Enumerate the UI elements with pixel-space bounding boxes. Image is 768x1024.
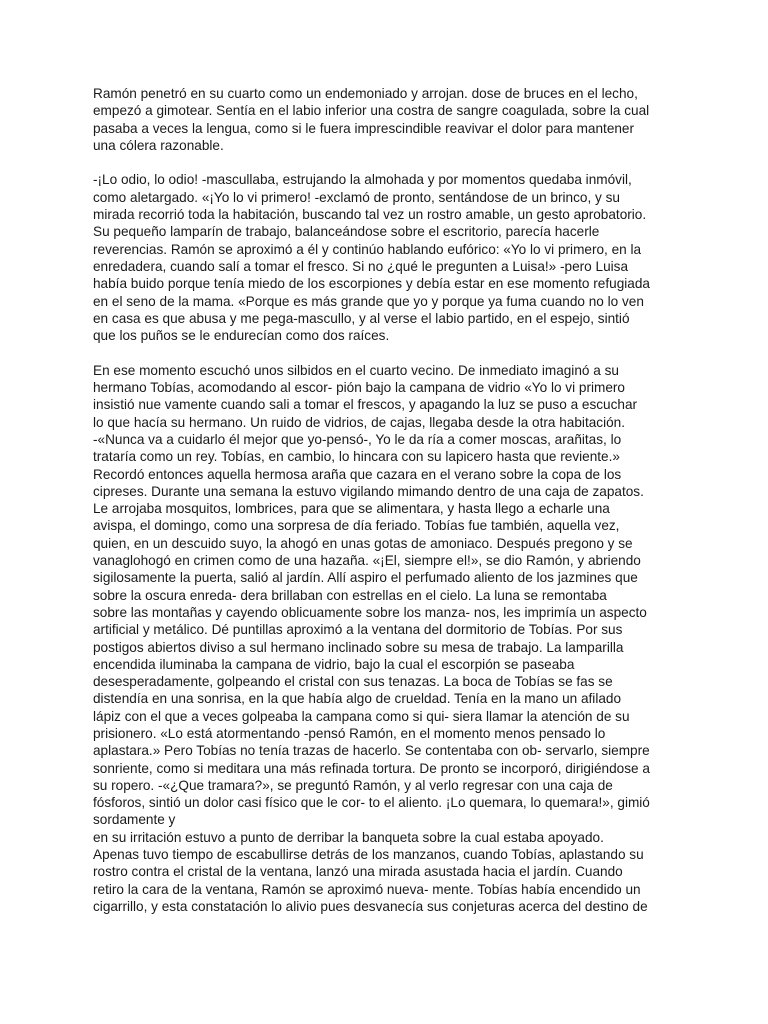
text-line: hermano Tobías, acomodando al escor- pión bajo la campana de vidrio «Yo lo vi primero xyxy=(93,380,625,396)
text-line: sobre las montañas y cayendo oblicuamente sobre los manza- nos, les imprimía un aspecto xyxy=(93,604,647,620)
text-line: rostro contra el cristal de la ventana, lanzó una mirada asustada hacia el jardín. Cuando xyxy=(93,864,623,880)
text-line: postigos abiertos diviso a sul hermano inclinado sobre su mesa de trabajo. La lamparilla xyxy=(93,639,624,655)
text-line: encendida iluminaba la campana de vidrio, bajo la cual el escorpión se paseaba xyxy=(93,656,575,672)
text-line: artificial y metálico. Dé puntillas aproximó a la ventana del dormitorio de Tobías. Por sus xyxy=(93,622,623,638)
text-line: lo que hacía su hermano. Un ruido de vidrios, de cajas, llegaba desde la otra habitación. xyxy=(93,414,626,430)
text-line: fósforos, sintió un dolor casi físico que le cor- to el aliento. ¡Lo quemara, lo quemara!», gimió xyxy=(93,795,650,811)
text-line: prisionero. «Lo está atormentando -pensó Ramón, en el momento menos pensado lo xyxy=(93,725,606,741)
text-line: quien, en un descuido suyo, la ahogó en unas gotas de amoniaco. Después pregono y se xyxy=(93,535,633,551)
text-line: sobre la oscura enreda- dera brillaban con estrellas en el cielo. La luna se remontaba xyxy=(93,587,607,603)
text-line: En ese momento escuchó unos silbidos en el cuarto vecino. De inmediato imaginó a su xyxy=(93,362,619,378)
paragraph-2 xyxy=(93,171,678,344)
text-line: lápiz con el que a veces golpeaba la campana como si qui- siera llamar la atención de su xyxy=(93,708,630,724)
text-line: una cólera razonable. xyxy=(93,137,224,153)
text-line: avispa, el domingo, como una sorpresa de día feriado. Tobías fue también, aquella vez, xyxy=(93,518,620,534)
text-line: enredadera, cuando salí a tomar el fresco. Si no ¿qué le pregunten a Luisa!» -pero Luisa xyxy=(93,258,629,274)
text-line: -«Nunca va a cuidarlo él mejor que yo-pensó-, Yo le da ría a comer moscas, arañitas, lo xyxy=(93,431,622,447)
text-line: desesperadamente, golpeando el cristal con sus tenazas. La boca de Tobías se fas se xyxy=(93,674,613,690)
text-line: en casa es que abusa y me pega-mascullo, y al verse el labio partido, en el espejo, sintió xyxy=(93,310,630,326)
text-line: vanaglohogó en crimen como de una hazaña. «¡El, siempre el!», se dio Ramón, y abriendo xyxy=(93,553,641,569)
text-line: que los puños se le endurecían como dos raíces. xyxy=(93,328,390,344)
text-line: aplastara.» Pero Tobías no tenía trazas de hacerlo. Se contentaba con ob- servarlo, siempre xyxy=(93,743,650,759)
text-line: sonriente, como si meditara una más refinada tortura. De pronto se incorporó, dirigiéndose a xyxy=(93,760,650,776)
text-line: su ropero. -«¿Que tramara?», se preguntó Ramón, y al verlo regresar con una caja de xyxy=(93,777,613,793)
text-line: trataría como un rey. Tobías, en cambio, lo hincara con su lapicero hasta que reviente.» xyxy=(93,449,620,465)
text-line: cigarrillo, y esta constatación lo alivio pues desvanecía sus conjeturas acerca del destino de xyxy=(93,898,648,914)
text-line: retiro la cara de la ventana, Ramón se aproximó nueva- mente. Tobías había encendido un xyxy=(93,881,641,897)
text-line: mirada recorrió toda la habitación, buscando tal vez un rostro amable, un gesto aprobatorio. xyxy=(93,207,647,223)
text-line: distendía en una sonrisa, en la que había algo de crueldad. Tenía en la mano un afilado xyxy=(93,691,622,707)
text-line: pasaba a veces la lengua, como si le fuera imprescindible reavivar el dolor para mantener xyxy=(93,120,635,136)
text-line: sordamente y xyxy=(93,812,176,828)
text-line: cipreses. Durante una semana la estuvo vigilando mimando dentro de una caja de zapatos. xyxy=(93,483,644,499)
text-line: empezó a gimotear. Sentía en el labio inferior una costra de sangre coagulada, sobre la cual xyxy=(93,103,650,119)
text-line: Recordó entonces aquella hermosa araña que cazara en el verano sobre la copa de los xyxy=(93,466,622,482)
text-line: reverencias. Ramón se aproximó a él y continúo hablando eufórico: «Yo lo vi primero, en la xyxy=(93,241,642,257)
text-line: había buido porque tenía miedo de los escorpiones y debía estar en ese momento refugiada xyxy=(93,276,650,292)
text-line: como aletargado. «¡Yo lo vi primero! -exclamó de pronto, sentándose de un brinco, y su xyxy=(93,189,620,205)
text-line: Ramón penetró en su cuarto como un endemoniado y arrojan. dose de bruces en el lecho, xyxy=(93,86,638,101)
text-line: en su irritación estuvo a punto de derribar la banqueta sobre la cual estaba apoyado. xyxy=(93,829,604,845)
text-line: Apenas tuvo tiempo de escabullirse detrás de los manzanos, cuando Tobías, aplastando su xyxy=(93,847,644,863)
text-line: insistió nue vamente cuando sali a tomar el frescos, y apagando la luz se puso a escuchar xyxy=(93,397,638,413)
paragraph-1 xyxy=(93,85,678,154)
text-line: Le arrojaba mosquitos, lombrices, para que se alimentara, y hasta llego a echarle una xyxy=(93,501,610,517)
document-page xyxy=(93,85,678,915)
text-line: sigilosamente la puerta, salió al jardín. Allí aspiro el perfumado aliento de los jazmines que xyxy=(93,570,638,586)
paragraph-3 xyxy=(93,362,678,916)
text-line: en el seno de la mama. «Porque es más grande que yo y porque ya fuma cuando no lo ven xyxy=(93,293,644,309)
text-line: -¡Lo odio, lo odio! -mascullaba, estrujando la almohada y por momentos quedaba inmóvil, xyxy=(93,172,632,188)
text-line: Su pequeño lamparín de trabajo, balanceándose sobre el escritorio, parecía hacerle xyxy=(93,224,600,240)
